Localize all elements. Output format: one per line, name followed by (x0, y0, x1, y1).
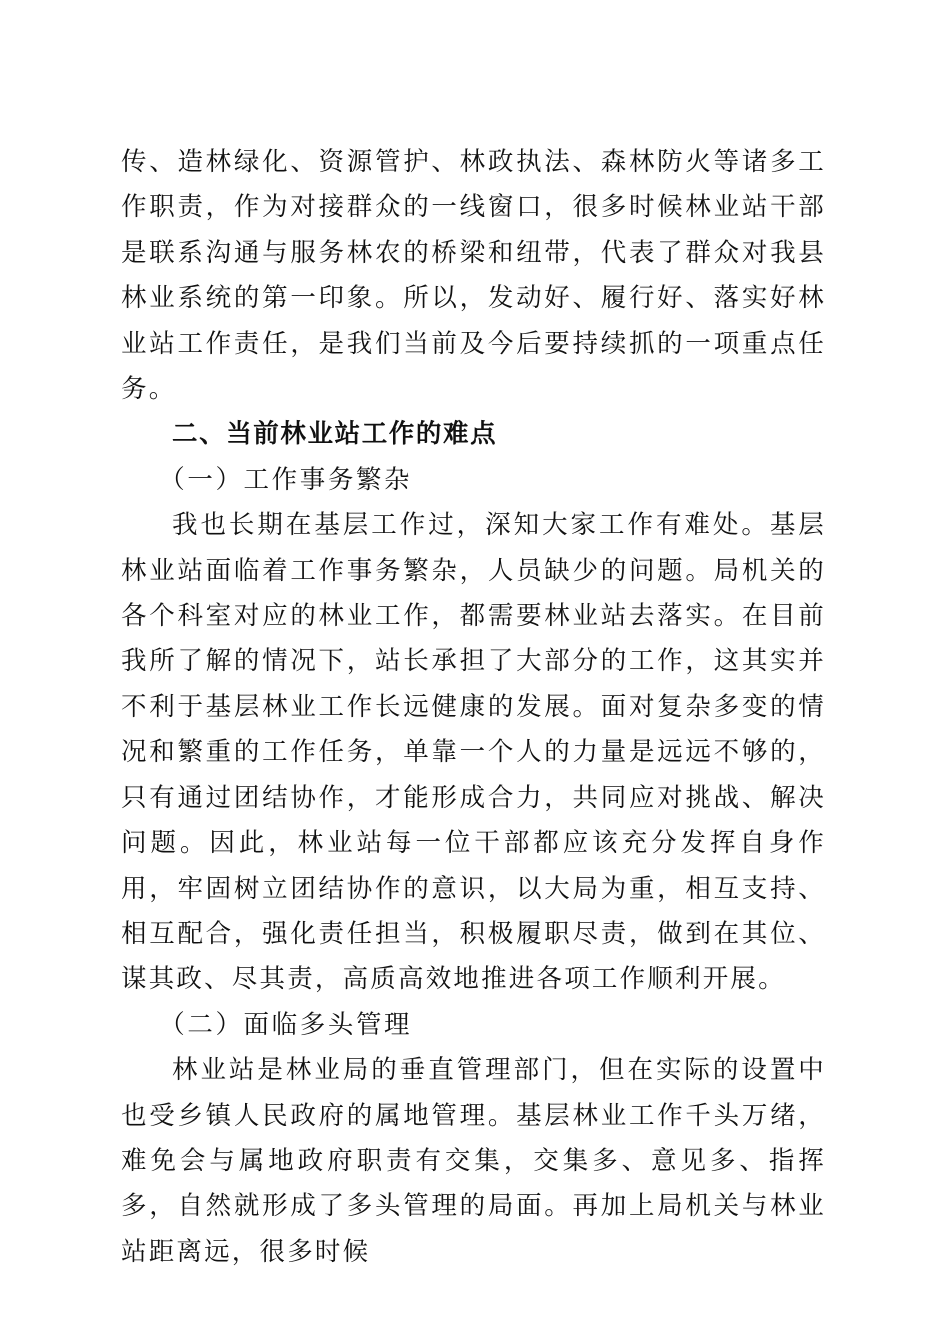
subsection-paragraph-2: 林业站是林业局的垂直管理部门，但在实际的设置中也受乡镇人民政府的属地管理。基层林业工作千头万绪，难免会与属地政府职责有交集，交集多、意见多、指挥多，自然就形成了多头管理的局面。再加上局机关与林业站距离远，很多时候 (121, 1055, 826, 1267)
subsection-paragraph-1: 我也长期在基层工作过，深知大家工作有难处。基层林业站面临着工作事务繁杂，人员缺少的问题。局机关的各个科室对应的林业工作，都需要林业站去落实。在目前我所了解的情况下，站长承担了大部分的工作，这其实并不利于基层林业工作长远健康的发展。面对复杂多变的情况和繁重的工作任务，单靠一个人的力量是远远不够的，只有通过团结协作，才能形成合力，共同应对挑战、解决问题。因此，林业站每一位干部都应该充分发挥自身作用，牢固树立团结协作的意识，以大局为重，相互支持、相互配合，强化责任担当，积极履职尽责，做到在其位、谋其政、尽其责，高质高效地推进各项工作顺利开展。 (121, 510, 826, 995)
section-heading: 二、当前林业站工作的难点 (172, 419, 498, 450)
document-body (121, 140, 826, 1275)
subsection-heading-2: （二）面临多头管理 (159, 1009, 413, 1040)
subsection-heading-1: （一）工作事务繁杂 (159, 464, 413, 495)
paragraph-continued: 传、造林绿化、资源管护、林政执法、森林防火等诸多工作职责，作为对接群众的一线窗口，很多时候林业站干部是联系沟通与服务林农的桥梁和纽带，代表了群众对我县林业系统的第一印象。所以，发动好、履行好、落实好林业站工作责任，是我们当前及今后要持续抓的一项重点任务。 (121, 147, 826, 405)
